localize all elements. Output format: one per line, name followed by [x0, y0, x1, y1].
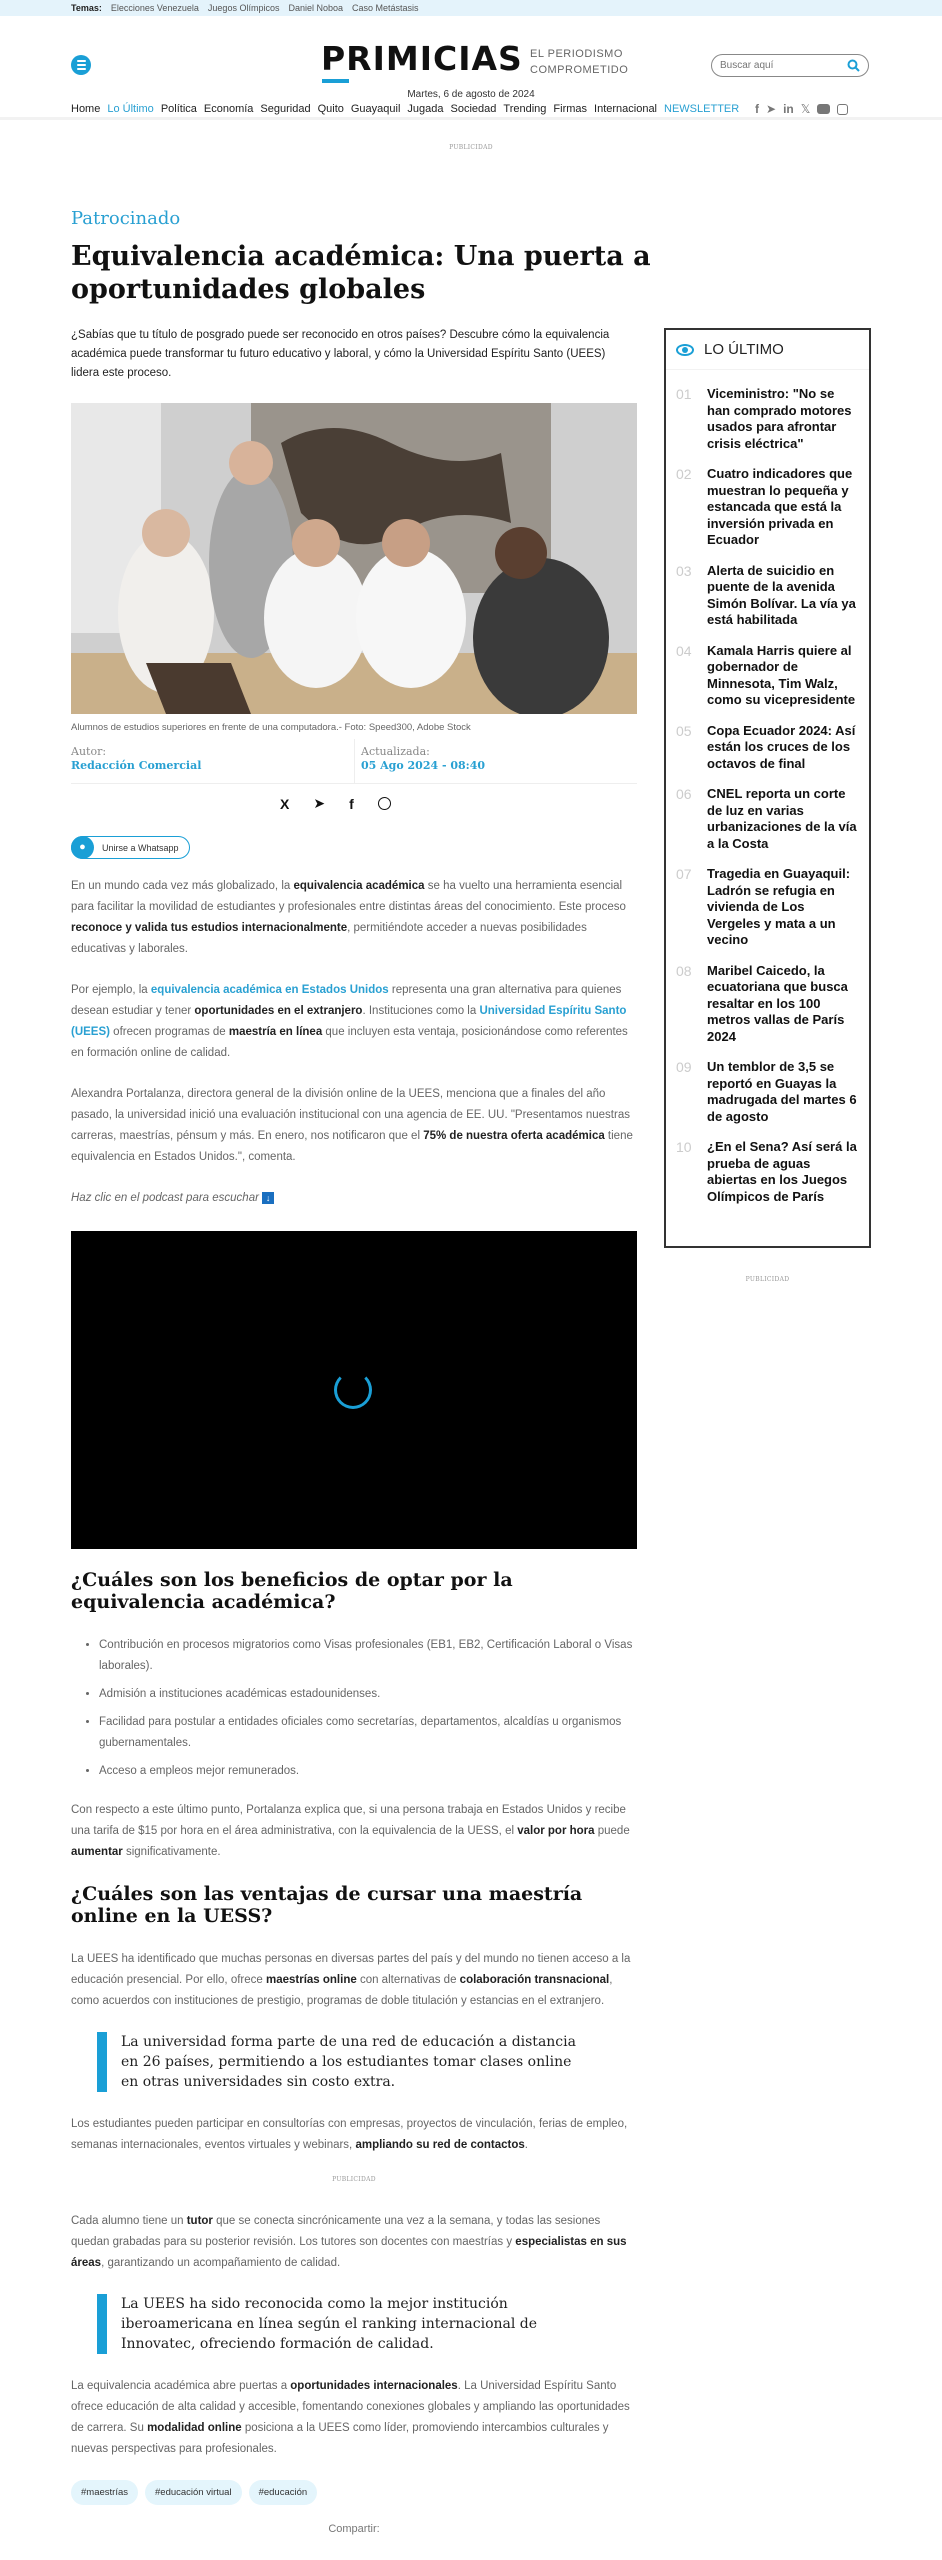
- topics-label: Temas:: [71, 3, 102, 13]
- article-title: Equivalencia académica: Una puerta a oportunidades globales: [71, 241, 651, 305]
- list-item: • Facilidad para postular a entidades oficiales como secretarías, departamentos, alcaldías u organismos gubernamentales.: [99, 1712, 637, 1754]
- news-number: 10: [676, 1139, 692, 1155]
- nav-trending[interactable]: Trending: [503, 102, 547, 115]
- tag-chip[interactable]: #educación virtual: [145, 2480, 242, 2505]
- tag-chip[interactable]: #maestrías: [71, 2480, 138, 2505]
- nav-guayaquil[interactable]: Guayaquil: [350, 102, 401, 115]
- podcast-video-player[interactable]: [71, 1231, 637, 1549]
- topics-bar: [0, 0, 942, 16]
- group-icon: ●: [71, 836, 94, 859]
- news-item[interactable]: [676, 723, 861, 773]
- nav-internacional[interactable]: Internacional: [594, 102, 658, 115]
- updated-label: Actualizada:: [361, 745, 430, 758]
- share-facebook-icon[interactable]: f: [349, 795, 354, 812]
- pull-quote: [97, 2032, 637, 2092]
- logo-underline: [322, 79, 349, 83]
- benefits-list: [71, 1635, 637, 1782]
- telegram-icon[interactable]: ➤: [766, 102, 777, 116]
- paragraph: Los estudiantes pueden participar en consultorías con empresas, proyectos de vinculación, ferias de empleo, semanas internacionales, eventos virtuales y webinars, ampliando su red de contactos.: [71, 2118, 628, 2151]
- topic-link[interactable]: Juegos Olímpicos: [207, 3, 280, 13]
- join-whatsapp-label: Unirse a Whatsapp: [102, 842, 179, 853]
- join-whatsapp-button[interactable]: [71, 836, 190, 859]
- article-body: [71, 876, 637, 2535]
- news-number: 09: [676, 1059, 692, 1075]
- paragraph: Cada alumno tiene un tutor que se conecta sincrónicamente una vez a la semana, y todas las sesiones quedan grabadas para su posterior revisión. Los tutores son docentes con maestrías y especialistas en sus áreas, garantizando un acompañamiento de calidad.: [71, 2215, 627, 2269]
- sidebar-title: LO ÚLTIMO: [704, 341, 784, 358]
- latest-news-list: [666, 370, 869, 1205]
- news-number: 02: [676, 466, 692, 482]
- news-headline: Maribel Caicedo, la ecuatoriana que busca resaltar en los 100 metros vallas de París 2024: [707, 962, 848, 1044]
- facebook-icon[interactable]: f: [755, 102, 759, 116]
- tag-chip[interactable]: #educación: [249, 2480, 318, 2505]
- nav-seguridad[interactable]: Seguridad: [260, 102, 311, 115]
- list-item: • Admisión a instituciones académicas estadounidenses.: [99, 1684, 637, 1705]
- quote-bar: [97, 2294, 107, 2354]
- author-label: Autor:: [71, 745, 107, 758]
- nav-firmas[interactable]: Firmas: [553, 102, 588, 115]
- paragraph: En un mundo cada vez más globalizado, la equivalencia académica se ha vuelto una herramienta esencial para facilitar la movilidad de estudiantes y profesionales entre distintas áreas del conocimiento. Este proceso reconoce y valida tus estudios internacionalmente, permitiéndote acceder a nuevas posibilidades educativas y laborales.: [71, 880, 626, 955]
- news-headline: Tragedia en Guayaquil: Ladrón se refugia en vivienda de Los Vergeles y mata a un vecino: [707, 866, 851, 947]
- quote-bar: [97, 2032, 107, 2092]
- news-headline: Viceministro: "No se han comprado motores usados para afrontar crisis eléctrica": [707, 386, 852, 451]
- news-item[interactable]: [676, 786, 861, 852]
- news-headline: Kamala Harris quiere al gobernador de Minnesota, Tim Walz, como su vicepresidente: [707, 642, 856, 707]
- article-meta: [71, 739, 637, 784]
- ad-label: PUBLICIDAD: [332, 2176, 376, 2183]
- site-logo[interactable]: PRIMICIAS: [321, 39, 523, 78]
- photo-caption: Alumnos de estudios superiores en frente de una computadora.- Foto: Speed300, Adobe Stock: [71, 722, 471, 733]
- youtube-icon[interactable]: [817, 104, 830, 114]
- instagram-icon[interactable]: [837, 104, 848, 115]
- ad-label: PUBLICIDAD: [449, 144, 493, 151]
- list-item: • Acceso a empleos mejor remunerados.: [99, 1761, 637, 1782]
- loading-spinner-icon: [334, 1371, 372, 1409]
- share-x-icon[interactable]: X: [280, 795, 290, 812]
- article-photo: [71, 403, 637, 714]
- news-number: 04: [676, 642, 692, 659]
- news-number: 08: [676, 962, 692, 979]
- news-item[interactable]: [676, 866, 861, 949]
- nav-economia[interactable]: Economía: [203, 102, 254, 115]
- main-nav: [0, 100, 942, 120]
- social-links: [755, 102, 848, 116]
- news-number: 05: [676, 722, 692, 739]
- quote-text: La universidad forma parte de una red de educación a distancia en 26 países, permitiendo a los estudiantes tomar clases online en otras universidades sin costo extra.: [121, 2034, 576, 2090]
- news-number: 03: [676, 562, 692, 579]
- ad-label: PUBLICIDAD: [745, 1276, 790, 1283]
- article-kicker[interactable]: Patrocinado: [71, 208, 181, 229]
- nav-quito[interactable]: Quito: [317, 102, 344, 115]
- sidebar-header: [666, 330, 869, 370]
- news-item[interactable]: [676, 386, 861, 452]
- tagline-line-1: EL PERIODISMO: [530, 48, 623, 60]
- section-heading: ¿Cuáles son las ventajas de cursar una maestría online en la UESS?: [71, 1883, 583, 1927]
- nav-newsletter[interactable]: NEWSLETTER: [664, 102, 740, 115]
- share-label: Compartir:: [328, 2523, 380, 2535]
- search-icon[interactable]: [847, 59, 860, 72]
- site-header: [0, 16, 942, 100]
- nav-jugada[interactable]: Jugada: [407, 102, 444, 115]
- current-date: Martes, 6 de agosto de 2024: [407, 89, 535, 100]
- share-telegram-icon[interactable]: ➤: [313, 795, 326, 811]
- pull-quote: [97, 2294, 637, 2354]
- search-box[interactable]: [711, 54, 869, 77]
- news-headline: Copa Ecuador 2024: Así están los cruces de los octavos de final: [707, 722, 856, 771]
- tag-list: [71, 2480, 637, 2505]
- linkedin-icon[interactable]: in: [783, 102, 794, 116]
- news-number: 07: [676, 866, 692, 882]
- hamburger-menu-icon[interactable]: [71, 55, 91, 75]
- news-headline: CNEL reporta un corte de luz en varias urbanizaciones de la vía a la Costa: [707, 786, 857, 851]
- news-number: 01: [676, 386, 692, 402]
- news-item[interactable]: [676, 643, 861, 709]
- topic-link[interactable]: Daniel Noboa: [288, 3, 343, 13]
- news-number: 06: [676, 786, 692, 802]
- paragraph: Con respecto a este último punto, Portalanza explica que, si una persona trabaja en Estados Unidos y recibe una tarifa de $15 por hora en el área administrativa, con la equivalencia de la UESS, el valor por hora puede aumentar significativamente.: [71, 1804, 630, 1858]
- news-item[interactable]: [676, 1059, 861, 1125]
- news-item[interactable]: [676, 963, 861, 1046]
- inline-link[interactable]: Universidad Espíritu Santo (UEES): [71, 1005, 627, 1038]
- nav-home[interactable]: Home: [71, 102, 101, 115]
- paragraph: Alexandra Portalanza, directora general de la división online de la UEES, menciona que a finales del año pasado, la universidad inició una evaluación institucional con una agencia de EE. UU. "Presentamos nuestras carreras, maestrías, pénsum y más. En enero, nos notificaron que el 75% de nuestra oferta académica tiene equivalencia en Estados Unidos.", comenta.: [71, 1088, 633, 1163]
- search-input[interactable]: [720, 60, 830, 71]
- tagline: [530, 46, 628, 78]
- eye-icon: [676, 344, 694, 356]
- section-heading: ¿Cuáles son los beneficios de optar por la equivalencia académica?: [71, 1569, 513, 1613]
- paragraph: Por ejemplo, la equivalencia académica en Estados Unidos representa una gran alternativa para quienes desean estudiar y tener oportunidades en el extranjero. Instituciones como la Universidad Espíritu Santo (UEES) ofrecen programas de maestría en línea que incluyen esta ventaja, posicionándose como referentes en formación online de calidad.: [71, 984, 628, 1059]
- paragraph: La UEES ha identificado que muchas personas en diversas partes del país y del mundo no tienen acceso a la educación presencial. Por ello, ofrece maestrías online con alternativas de colaboración transnacional, como acuerdos con instituciones de prestigio, programas de doble titulación y estancias en el extranjero.: [71, 1953, 631, 2007]
- tagline-line-2: COMPROMETIDO: [530, 64, 629, 76]
- inline-link[interactable]: equivalencia académica en Estados Unidos: [150, 984, 389, 996]
- news-headline: ¿En el Sena? Así será la prueba de aguas abiertas en los Juegos Olímpicos de París: [707, 1139, 857, 1204]
- latest-news-sidebar: [664, 328, 871, 1248]
- quote-text: La UEES ha sido reconocida como la mejor institución iberoamericana en línea según el ranking internacional de Innovatec, ofreciendo formación de calidad.: [121, 2296, 538, 2352]
- news-item[interactable]: [676, 563, 861, 629]
- news-item[interactable]: [676, 466, 861, 549]
- author-name[interactable]: Redacción Comercial: [71, 759, 202, 772]
- news-item[interactable]: [676, 1139, 861, 1205]
- news-headline: Cuatro indicadores que muestran lo pequeña y estancada que está la inversión privada en Ecuador: [707, 466, 853, 547]
- news-headline: Un temblor de 3,5 se reportó en Guayas la madrugada del martes 6 de agosto: [707, 1059, 857, 1124]
- article-lead: ¿Sabías que tu título de posgrado puede ser reconocido en otros países? Descubre cómo la equivalencia académica puede transformar tu futuro educativo y laboral, y cómo la Universidad Espíritu Santo (UEES) lidera este proceso.: [71, 329, 610, 379]
- list-item: • Contribución en procesos migratorios como Visas profesionales (EB1, EB2, Certificación Laboral o Visas laborales).: [99, 1635, 637, 1677]
- paragraph: La equivalencia académica abre puertas a oportunidades internacionales. La Universidad Espíritu Santo ofrece educación de alta calidad y accesible, fomentando conexiones globales y ampliando las oportunidades de carrera. Su modalidad online posiciona a la UEES como líder, promoviendo intercambios culturales y nuevas perspectivas para profesionales.: [71, 2380, 630, 2455]
- nav-politica[interactable]: Política: [160, 102, 197, 115]
- share-bar: [280, 795, 391, 812]
- nav-lo-ultimo[interactable]: Lo Último: [107, 102, 154, 115]
- nav-sociedad[interactable]: Sociedad: [450, 102, 497, 115]
- updated-date: 05 Ago 2024 - 08:40: [361, 759, 486, 772]
- topic-link[interactable]: Caso Metástasis: [352, 3, 419, 13]
- podcast-hint: Haz clic en el podcast para escuchar ↓: [71, 1188, 637, 1209]
- topic-link[interactable]: Elecciones Venezuela: [110, 3, 199, 13]
- x-icon[interactable]: 𝕏: [800, 102, 811, 116]
- share-whatsapp-icon[interactable]: [378, 797, 391, 810]
- arrow-down-icon: ↓: [262, 1192, 274, 1204]
- news-headline: Alerta de suicidio en puente de la avenida Simón Bolívar. La vía ya está habilitada: [707, 562, 856, 627]
